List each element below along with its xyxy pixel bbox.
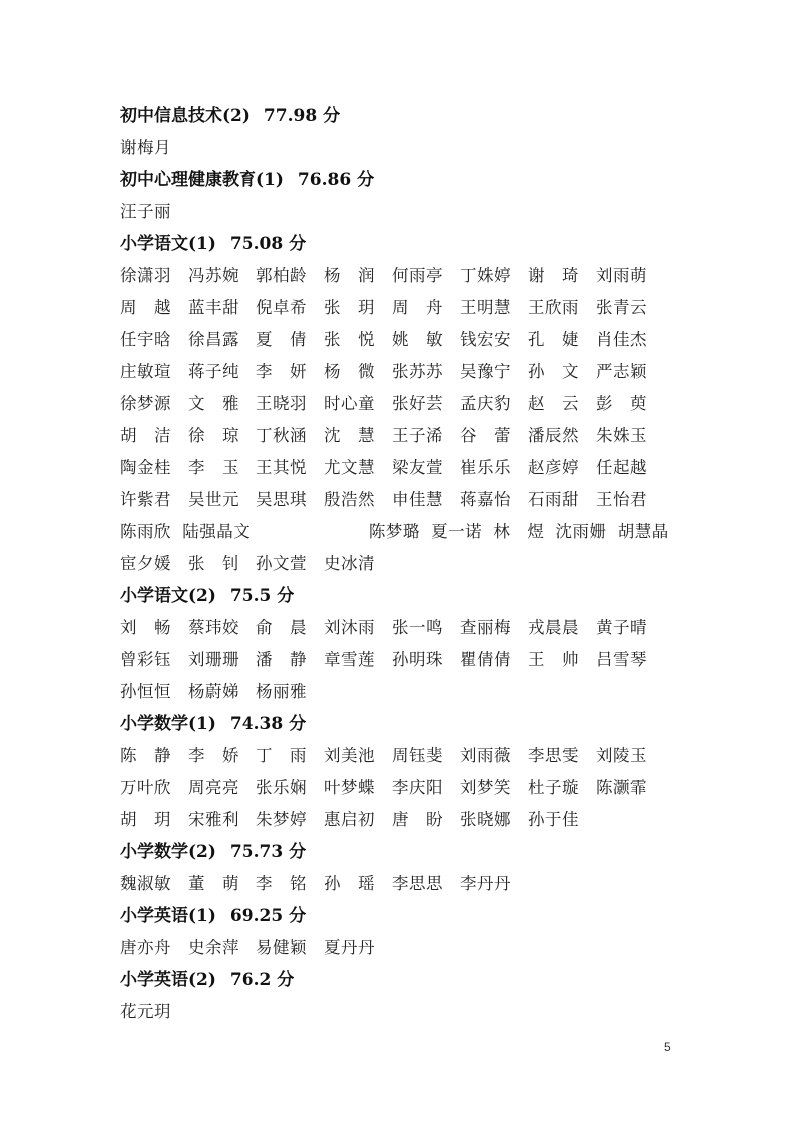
person-name: 宦夕媛 <box>120 554 171 573</box>
person-name: 石雨甜 <box>528 490 579 509</box>
person-name: 许紫君 <box>120 490 171 509</box>
person-name: 张苏苏 <box>392 362 443 381</box>
person-name: 文 雅 <box>188 394 239 413</box>
person-name: 魏淑敏 <box>120 874 171 893</box>
person-name: 彭 萸 <box>596 394 647 413</box>
name-row <box>120 644 680 676</box>
person-name: 孙明珠 <box>392 650 443 669</box>
person-name: 杜子璇 <box>528 778 579 797</box>
name-row <box>120 932 680 964</box>
person-name: 丁秋涵 <box>256 426 307 445</box>
person-name: 王明慧 <box>460 298 511 317</box>
person-name: 王子浠 <box>392 426 443 445</box>
person-name: 李 妍 <box>256 362 307 381</box>
person-name: 陈 静 <box>120 746 171 765</box>
name-row <box>120 452 680 484</box>
person-name: 史余萍 <box>188 938 239 957</box>
person-name: 刘雨萌 <box>596 266 647 285</box>
person-name: 陈梦璐 <box>368 522 420 541</box>
person-name: 万叶欣 <box>120 778 171 797</box>
name-row <box>120 676 680 708</box>
person-name: 何雨亭 <box>392 266 443 285</box>
person-name: 刘珊珊 <box>188 650 239 669</box>
name-row <box>120 132 680 164</box>
person-name: 李思思 <box>392 874 443 893</box>
section-title: 初中信息技术(2) <box>120 106 250 126</box>
person-name: 夏一诺 <box>431 522 483 541</box>
person-name: 查丽梅 <box>460 618 511 637</box>
person-name: 谢梅月 <box>120 138 171 157</box>
person-name: 李庆阳 <box>392 778 443 797</box>
person-name: 钱宏安 <box>460 330 511 349</box>
person-name: 倪卓希 <box>256 298 307 317</box>
person-name: 陈灏霏 <box>596 778 647 797</box>
name-row <box>120 548 680 580</box>
section-score: 76.86 分 <box>297 170 375 190</box>
person-name: 王 帅 <box>528 650 579 669</box>
person-name: 潘辰然 <box>528 426 579 445</box>
page-number: 5 <box>664 1040 671 1054</box>
person-name: 徐 琼 <box>188 426 239 445</box>
person-name: 蒋嘉怡 <box>460 490 511 509</box>
person-name: 潘 静 <box>256 650 307 669</box>
section-title: 小学英语(2) <box>120 970 216 990</box>
name-row <box>120 324 680 356</box>
name-row <box>120 868 680 900</box>
person-name: 杨蔚娣 <box>188 682 239 701</box>
section-score: 75.73 分 <box>229 842 307 862</box>
name-row <box>120 772 680 804</box>
person-name: 宋雅利 <box>188 810 239 829</box>
person-name: 孙文萱 <box>256 554 307 573</box>
person-name: 丁姝婷 <box>460 266 511 285</box>
person-name: 刘陵玉 <box>596 746 647 765</box>
section-heading <box>120 900 680 932</box>
section-score: 75.08 分 <box>229 234 307 254</box>
person-name: 孙 文 <box>528 362 579 381</box>
person-name: 张晓娜 <box>460 810 511 829</box>
person-name: 张 悦 <box>324 330 375 349</box>
person-name: 陆强晶文 <box>182 522 251 541</box>
person-name: 王怡君 <box>596 490 647 509</box>
person-name: 李 铭 <box>256 874 307 893</box>
person-name: 杨 润 <box>324 266 375 285</box>
section-score: 69.25 分 <box>229 906 307 926</box>
person-name: 夏 倩 <box>256 330 307 349</box>
person-name: 刘 畅 <box>120 618 171 637</box>
person-name: 梁友萱 <box>392 458 443 477</box>
person-name <box>307 516 369 548</box>
person-name: 朱姝玉 <box>596 426 647 445</box>
person-name: 蓝丰甜 <box>188 298 239 317</box>
name-row <box>120 996 680 1028</box>
person-name: 冯苏婉 <box>188 266 239 285</box>
person-name: 李 娇 <box>188 746 239 765</box>
person-name: 花元玥 <box>120 1002 171 1021</box>
person-name: 张好芸 <box>392 394 443 413</box>
section-heading <box>120 964 680 996</box>
person-name: 时心童 <box>324 394 375 413</box>
person-name: 严志颖 <box>596 362 647 381</box>
section-title: 初中心理健康教育(1) <box>120 170 284 190</box>
person-name: 戎晨晨 <box>528 618 579 637</box>
section-title: 小学语文(2) <box>120 586 216 606</box>
person-name: 郭柏龄 <box>256 266 307 285</box>
section-title: 小学语文(1) <box>120 234 216 254</box>
person-name: 黄子晴 <box>596 618 647 637</box>
person-name: 唐亦舟 <box>120 938 171 957</box>
person-name: 谢 琦 <box>528 266 579 285</box>
person-name: 赵 云 <box>528 394 579 413</box>
person-name: 张乐娴 <box>256 778 307 797</box>
person-name: 汪子丽 <box>120 202 171 221</box>
name-row <box>120 804 680 836</box>
person-name: 孙 瑶 <box>324 874 375 893</box>
person-name: 殷浩然 <box>324 490 375 509</box>
person-name: 吕雪琴 <box>596 650 647 669</box>
person-name: 庄敏瑄 <box>120 362 171 381</box>
person-name: 陈雨欣 <box>120 522 171 541</box>
person-name: 申佳慧 <box>392 490 443 509</box>
person-name: 夏丹丹 <box>324 938 375 957</box>
person-name: 王晓羽 <box>256 394 307 413</box>
person-name: 周 越 <box>120 298 171 317</box>
name-row <box>120 292 680 324</box>
person-name: 吴豫宁 <box>460 362 511 381</box>
name-row <box>120 196 680 228</box>
section-score: 76.2 分 <box>229 970 295 990</box>
person-name: 周亮亮 <box>188 778 239 797</box>
person-name: 徐昌露 <box>188 330 239 349</box>
person-name: 孙于佳 <box>528 810 579 829</box>
name-row <box>120 516 680 548</box>
person-name: 尤文慧 <box>324 458 375 477</box>
person-name: 孔 婕 <box>528 330 579 349</box>
person-name: 孟庆豹 <box>460 394 511 413</box>
section-score: 77.98 分 <box>263 106 341 126</box>
section-heading <box>120 100 680 132</box>
person-name: 周 舟 <box>392 298 443 317</box>
person-name: 林 煜 <box>493 522 545 541</box>
person-name: 曾彩钰 <box>120 650 171 669</box>
person-name: 董 萌 <box>188 874 239 893</box>
section-heading <box>120 228 680 260</box>
person-name: 吴世元 <box>188 490 239 509</box>
person-name: 史冰清 <box>324 554 375 573</box>
person-name: 瞿倩倩 <box>460 650 511 669</box>
person-name: 刘美池 <box>324 746 375 765</box>
person-name: 蒋子纯 <box>188 362 239 381</box>
person-name: 李思雯 <box>528 746 579 765</box>
section-heading <box>120 580 680 612</box>
person-name: 丁 雨 <box>256 746 307 765</box>
name-row <box>120 612 680 644</box>
person-name: 胡慧晶 <box>617 522 669 541</box>
person-name: 崔乐乐 <box>460 458 511 477</box>
person-name: 肖佳杰 <box>596 330 647 349</box>
person-name: 易健颖 <box>256 938 307 957</box>
name-row <box>120 356 680 388</box>
person-name: 沈 慧 <box>324 426 375 445</box>
name-row <box>120 740 680 772</box>
person-name: 任起越 <box>596 458 647 477</box>
section-title: 小学数学(1) <box>120 714 216 734</box>
name-row <box>120 388 680 420</box>
person-name: 刘梦笑 <box>460 778 511 797</box>
person-name: 王欣雨 <box>528 298 579 317</box>
name-row <box>120 420 680 452</box>
person-name: 李 玉 <box>188 458 239 477</box>
person-name: 胡 玥 <box>120 810 171 829</box>
document-body <box>120 100 680 1028</box>
person-name: 张一鸣 <box>392 618 443 637</box>
person-name: 章雪莲 <box>324 650 375 669</box>
person-name: 蔡玮姣 <box>188 618 239 637</box>
person-name: 杨 微 <box>324 362 375 381</box>
person-name: 赵彦婷 <box>528 458 579 477</box>
person-name: 张 玥 <box>324 298 375 317</box>
person-name: 王其悦 <box>256 458 307 477</box>
person-name: 胡 洁 <box>120 426 171 445</box>
name-row <box>120 260 680 292</box>
person-name: 吴思琪 <box>256 490 307 509</box>
person-name: 任宇晗 <box>120 330 171 349</box>
person-name: 陶金桂 <box>120 458 171 477</box>
section-title: 小学英语(1) <box>120 906 216 926</box>
person-name: 孙恒恒 <box>120 682 171 701</box>
person-name: 徐潇羽 <box>120 266 171 285</box>
person-name: 周钰斐 <box>392 746 443 765</box>
person-name: 杨丽雅 <box>256 682 307 701</box>
person-name: 俞 晨 <box>256 618 307 637</box>
person-name: 朱梦婷 <box>256 810 307 829</box>
section-title: 小学数学(2) <box>120 842 216 862</box>
person-name: 李丹丹 <box>460 874 511 893</box>
person-name: 唐 盼 <box>392 810 443 829</box>
section-score: 75.5 分 <box>229 586 295 606</box>
person-name: 谷 蕾 <box>460 426 511 445</box>
name-row <box>120 484 680 516</box>
person-name: 沈雨姗 <box>555 522 607 541</box>
person-name: 刘沐雨 <box>324 618 375 637</box>
person-name: 叶梦蝶 <box>324 778 375 797</box>
person-name: 刘雨薇 <box>460 746 511 765</box>
section-score: 74.38 分 <box>229 714 307 734</box>
person-name: 惠启初 <box>324 810 375 829</box>
person-name: 徐梦源 <box>120 394 171 413</box>
section-heading <box>120 836 680 868</box>
person-name: 张青云 <box>596 298 647 317</box>
section-heading <box>120 164 680 196</box>
person-name: 张 钊 <box>188 554 239 573</box>
section-heading <box>120 708 680 740</box>
person-name: 姚 敏 <box>392 330 443 349</box>
